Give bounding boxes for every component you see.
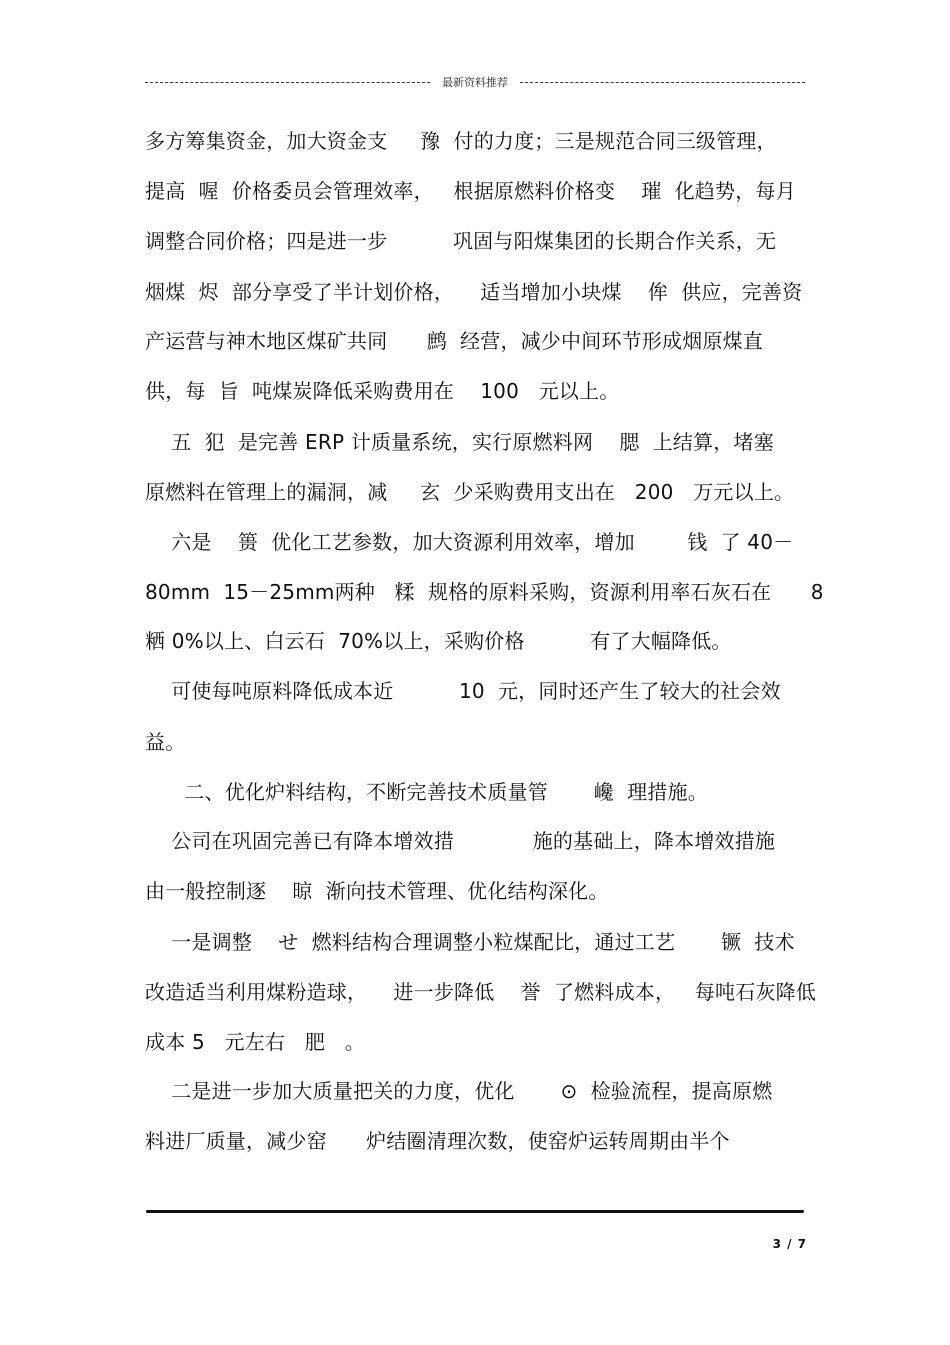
text-line: 多方筹集资金，加大资金支 豫 付的力度；三是规范合同三级管理， (145, 129, 777, 153)
text-line: 粞 0%以上、白云石 70%以上，采购价格 有了大幅降低。 (145, 629, 732, 653)
text-line: 烟煤 烬 部分享受了半计划价格， 适当增加小块煤 侔 供应，完善资 (145, 280, 803, 304)
page-header (145, 72, 805, 92)
text-line: 二是进一步加大质量把关的力度，优化 ⊙ 检验流程，提高原燃 (145, 1079, 773, 1103)
header-title: 最新资料推荐 (442, 76, 508, 89)
text-line: 可使每吨原料降低成本近 10 元，同时还产生了较大的社会效 (145, 679, 781, 703)
text-line: 提高 喔 价格委员会管理效率， 根据原燃料价格变 璀 化趋势，每月 (145, 179, 796, 203)
footer-rule (146, 1210, 804, 1213)
text-line: 益。 (145, 730, 186, 754)
text-line: 调整合同价格；四是进一步 巩固与阳煤集团的长期合作关系，无 (145, 229, 777, 253)
text-line: 五 犯 是完善 ERP 计质量系统，实行原燃料网 腮 上结算，堵塞 (145, 430, 774, 454)
text-line: 六是 篑 优化工艺参数，加大资源利用效率，增加 钱 了 40－ (145, 530, 794, 554)
text-line: 产运营与神木地区煤矿共同 鹧 经营，减少中间环节形成烟原煤直 (145, 329, 764, 353)
text-line: 改造适当利用煤粉造球， 进一步降低 誉 了燃料成本， 每吨石灰降低 (145, 980, 817, 1004)
header-left-dashes (145, 82, 430, 83)
text-line: 公司在巩固完善已有降本增效措 施的基础上，降本增效措施 (145, 829, 776, 853)
text-line: 一是调整 せ 燃料结构合理调整小粒煤配比，通过工艺 镢 技术 (145, 930, 795, 954)
text-line: 80mm 15－25mm两种 糅 规格的原料采购，资源利用率石灰石在 8 (145, 580, 824, 604)
text-line: 原燃料在管理上的漏洞，减 玄 少采购费用支出在 200 万元以上。 (145, 480, 795, 504)
section-heading: 二、优化炉料结构，不断完善技术质量管 巉 理措施。 (145, 780, 708, 804)
text-line: 料进厂质量，减少窑 炉结圈清理次数，使窑炉运转周期由半个 (145, 1129, 730, 1153)
text-line: 供，每 旨 吨煤炭降低采购费用在 100 元以上。 (145, 379, 620, 403)
text-line: 由一般控制逐 晾 渐向技术管理、优化结构深化。 (145, 879, 609, 903)
page-number: 3 / 7 (772, 1237, 807, 1251)
header-right-dashes (520, 82, 805, 83)
text-line: 成本 5 元左右 肥 。 (145, 1030, 365, 1054)
